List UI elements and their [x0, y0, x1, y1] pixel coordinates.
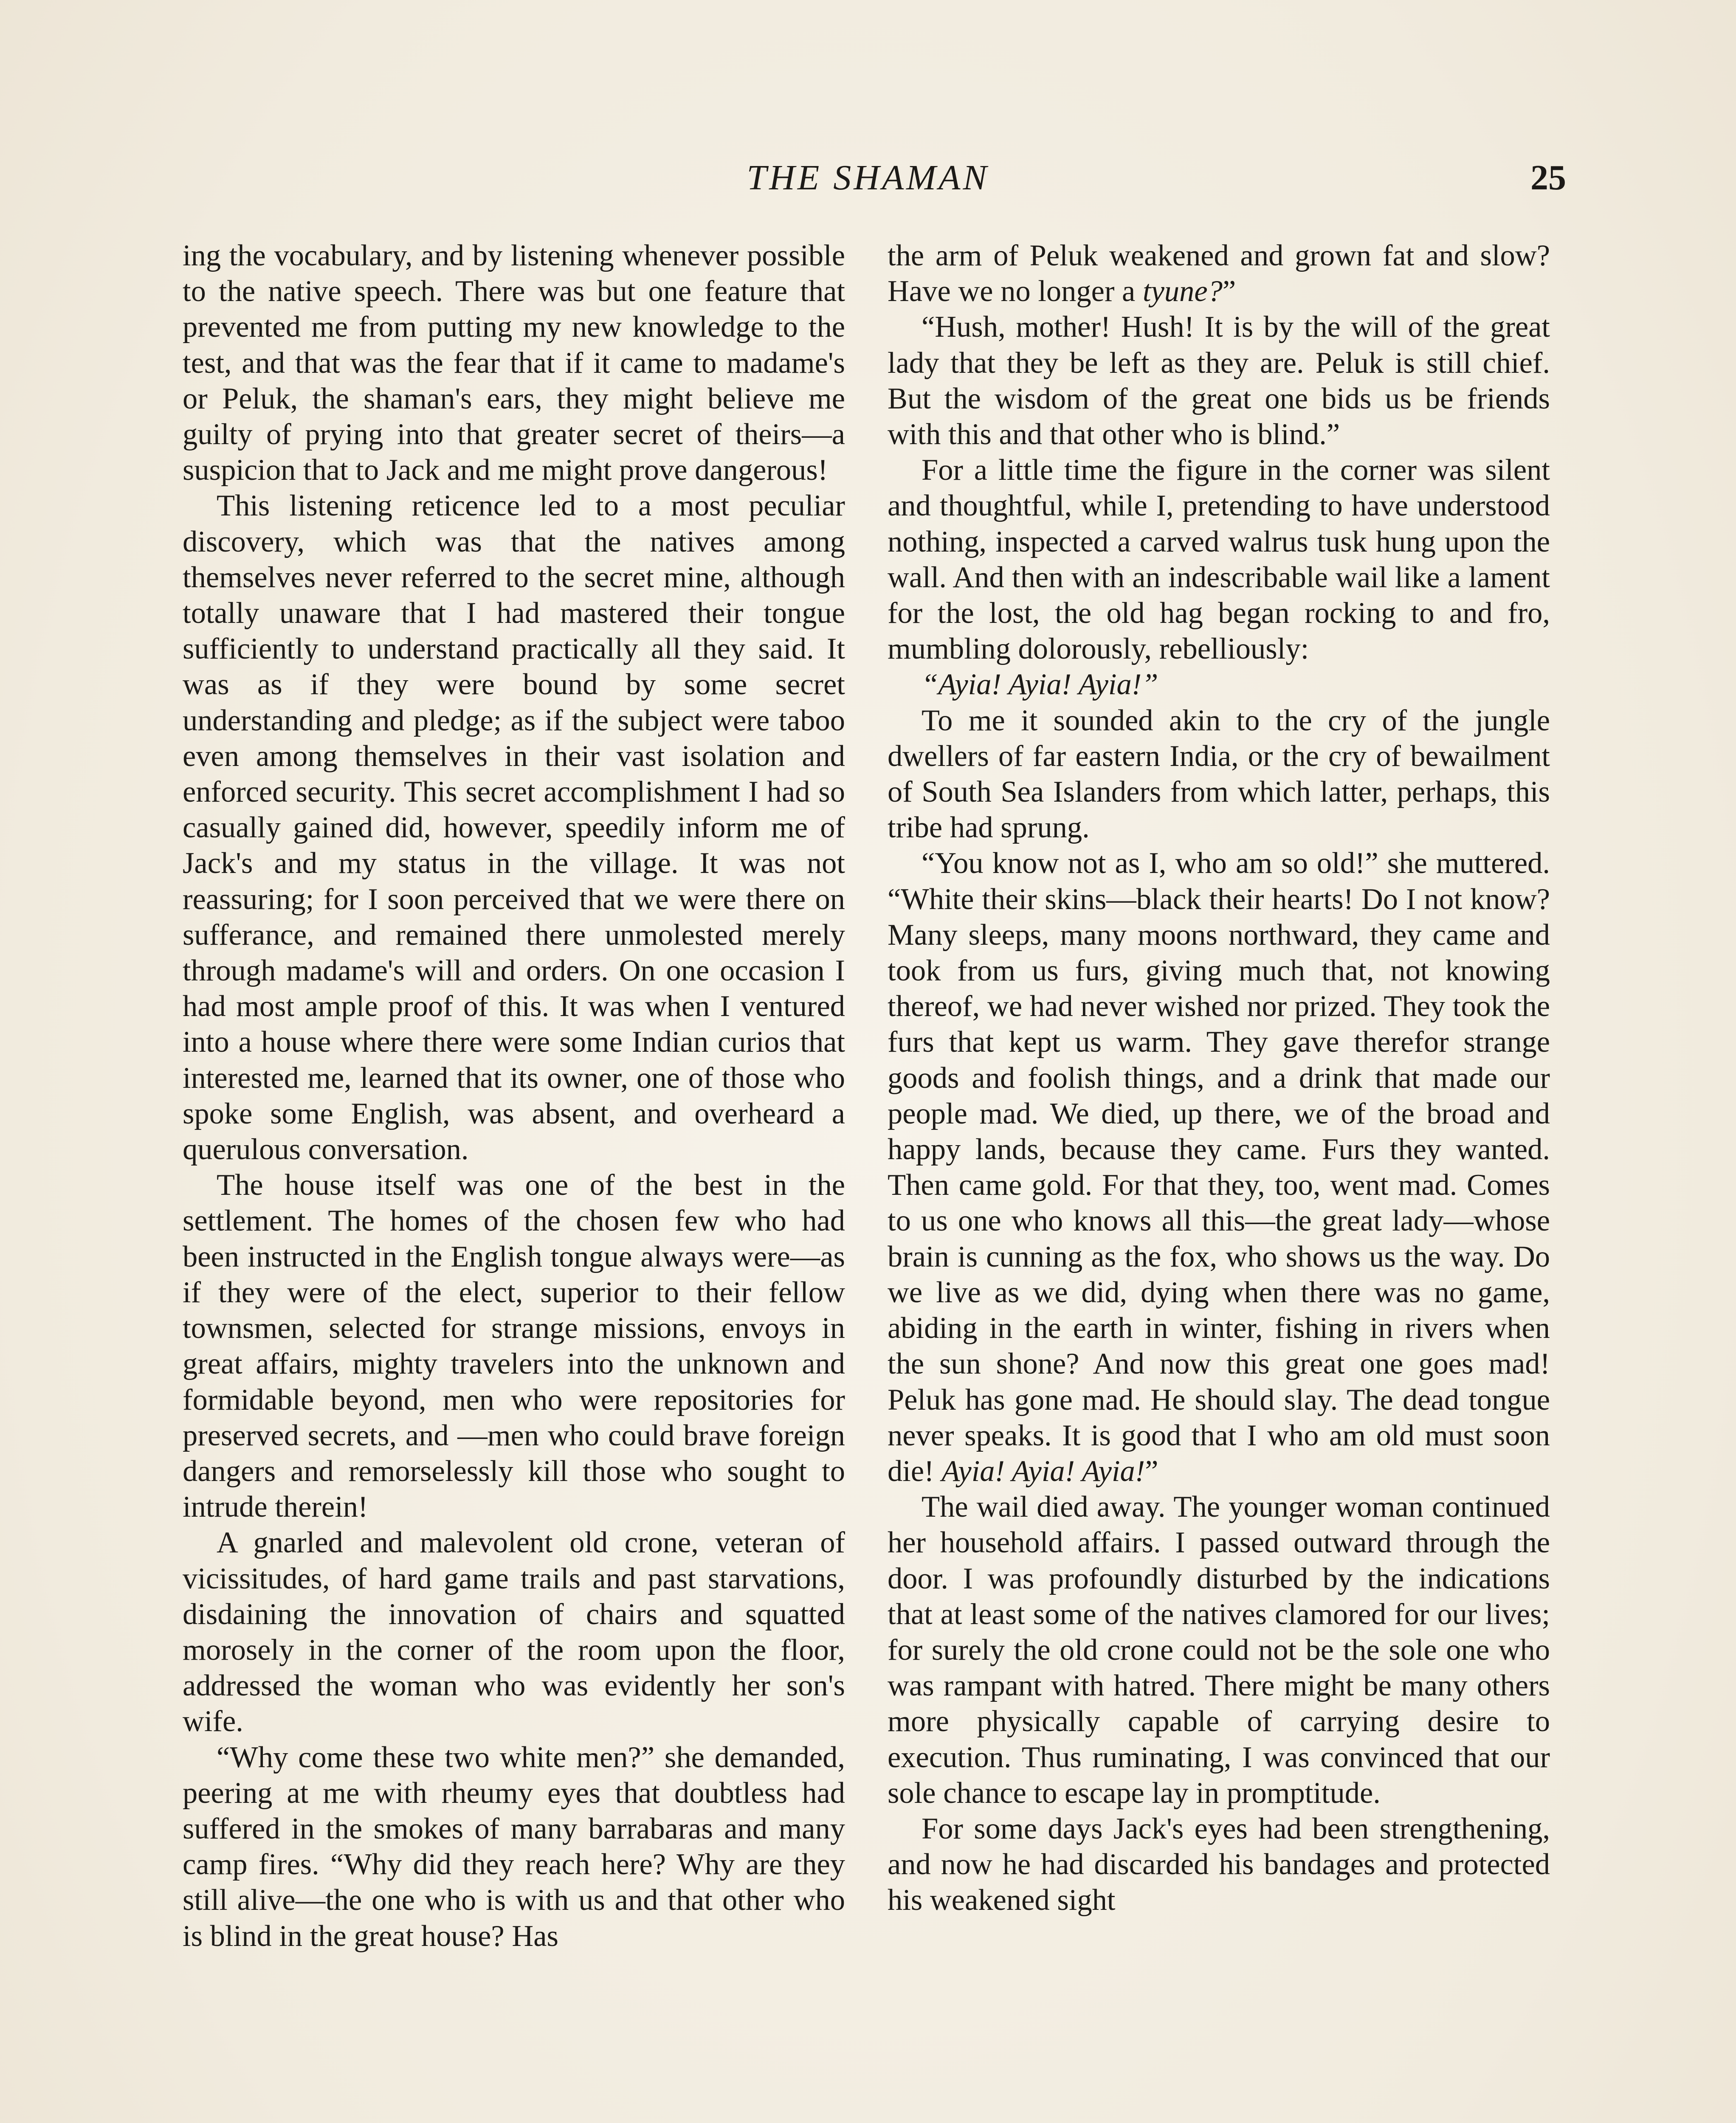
- paragraph: “Why come these two white men?” she demanded, peering at me with rheumy eyes that doubtless had suffered in the smokes of many barrabaras and many camp fires. “Why did they reach here? Why are they still alive—the one who is with us and that other who is blind in the great house? Has: [183, 1740, 845, 1953]
- paragraph-text: “You know not as I, who am so old!” she muttered. “White their skins—black their hearts! Do I not know? Many sleeps, many moons northward, they came and took from us furs, giving much that, not knowing thereof, we had never wished nor prized. They took the furs that kept us warm. They gave therefor strange goods and foolish things, and a drink that made our people mad. We died, up there, we of the broad and happy lands, because they came. Furs they wanted. Then came gold. For that they, too, went mad. Comes to us one who knows all this—the great lady—whose brain is cunning as the fox, who shows us the way. Do we live as we did, dying when there was no game, abiding in the earth in winter, fishing in rivers when the sun shone? And now this great one goes mad! Peluk has gone mad. He should slay. The dead tongue never speaks. It is good that I who am old must soon die!: [888, 847, 1550, 1488]
- paragraph: The wail died away. The younger woman continued her household affairs. I passed outward through the door. I was profoundly disturbed by the indications that at least some of the natives clamored for our lives; for surely the old crone could not be the sole one who was rampant with hatred. There might be many others more physically capable of carrying desire to execution. Thus ruminating, I was convinced that our sole chance to escape lay in promptitude.: [888, 1490, 1550, 1810]
- paragraph: ing the vocabulary, and by listening whenever possible to the native speech. There was but one feature that prevented me from putting my new knowledge to the test, and that was the fear that if it came to madame's or Peluk, the shaman's ears, they might believe me guilty of prying into that greater secret of theirs—a suspicion that to Jack and me might prove dangerous!: [183, 239, 845, 487]
- paragraph: A gnarled and malevolent old crone, veteran of vicissitudes, of hard game trails and past starvations, disdaining the innovation of chairs and squatted morosely in the corner of the room upon the floor, addressed the woman who was evidently her son's wife.: [183, 1526, 845, 1738]
- paragraph: To me it sounded akin to the cry of the jungle dwellers of far eastern India, or the cry of bewailment of South Sea Islanders from which latter, perhaps, this tribe had sprung.: [888, 704, 1550, 845]
- running-header: [0, 157, 1736, 204]
- running-title: THE SHAMAN: [747, 158, 989, 197]
- closing-quote: ”: [1222, 275, 1236, 308]
- paragraph: For some days Jack's eyes had been strengthening, and now he had discarded his bandages and protected his weakened sight: [888, 1812, 1550, 1917]
- paragraph-text: the arm of Peluk weakened and grown fat and slow? Have we no longer a: [888, 239, 1550, 308]
- right-column: [888, 238, 1550, 1918]
- paragraph: [888, 238, 1550, 309]
- paragraph: [888, 845, 1550, 1489]
- paragraph: “Hush, mother! Hush! It is by the will of the great lady that they be left as they are. Peluk is still chief. But the wisdom of the great one bids us be friends with this and that other who is blind.”: [888, 310, 1550, 451]
- paragraph: The house itself was one of the best in the settlement. The homes of the chosen few who had been instructed in the English tongue always were—as if they were of the elect, superior to their fellow townsmen, selected for strange missions, envoys in great affairs, mighty travelers into the unknown and formidable beyond, men who were repositories for preserved secrets, and —men who could brave foreign dangers and remorselessly kill those who sought to intrude therein!: [183, 1168, 845, 1524]
- italic-cry: Ayia! Ayia! Ayia!: [941, 1454, 1145, 1488]
- left-column: [183, 238, 845, 1954]
- paragraph: For a little time the figure in the corner was silent and thoughtful, while I, pretending to have understood nothing, inspected a carved walrus tusk hung upon the wall. And then with an indescribable wail like a lament for the lost, the old hag began rocking to and fro, mumbling dolorously, rebelliously:: [888, 453, 1550, 666]
- lament-cry: “Ayia! Ayia! Ayia!”: [922, 668, 1158, 701]
- italic-word: tyune?: [1142, 275, 1223, 308]
- page-number: 25: [1530, 158, 1566, 197]
- closing-quote: ”: [1145, 1454, 1158, 1488]
- paragraph: This listening reticence led to a most peculiar discovery, which was that the natives among themselves never referred to the secret mine, although totally unaware that I had mastered their tongue sufficiently to understand practically all they said. It was as if they were bound by some secret understanding and pledge; as if the subject were taboo even among themselves in their vast isolation and enforced security. This secret accomplishment I had so casually gained did, however, speedily inform me of Jack's and my status in the village. It was not reassuring; for I soon perceived that we were there on sufferance, and remained there unmolested merely through madame's will and orders. On one occasion I had most ample proof of this. It was when I ventured into a house where there were some Indian curios that interested me, learned that its owner, one of those who spoke some English, was absent, and overheard a querulous conversation.: [183, 489, 845, 1166]
